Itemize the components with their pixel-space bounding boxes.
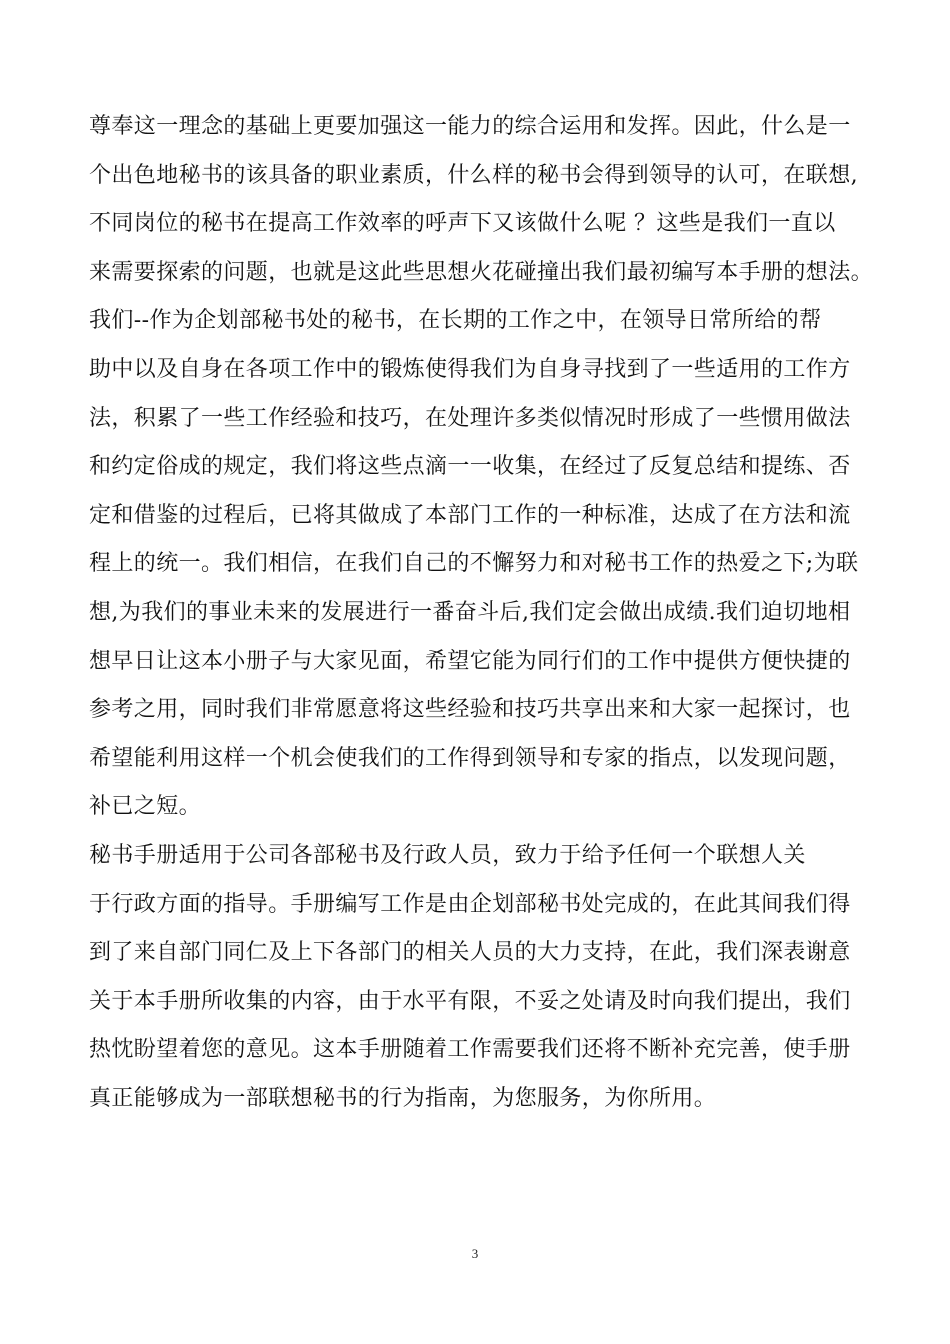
text-line: 秘书手册适用于公司各部秘书及行政人员，致力于给予任何一个联想人关 [89,842,806,868]
text-line: 热忱盼望着您的意见。这本手册随着工作需要我们还将不断补充完善，使手册 [89,1037,851,1063]
text-line: 尊奉这一理念的基础上更要加强这一能力的综合运用和发挥。因此，什么是一 [89,114,851,139]
text-line: 想早日让这本小册子与大家见面，希望它能为同行们的工作中提供方便快捷的 [89,648,851,674]
text-line: 来需要探索的问题，也就是这此些思想火花碰撞出我们最初编写本手册的想法。 [89,259,874,285]
text-line: 我们--作为企划部秘书处的秘书，在长期的工作之中，在领导日常所给的帮 [89,308,822,334]
text-line: 真正能够成为一部联想秘书的行为指南，为您服务，为你所用。 [89,1085,717,1111]
text-line: 定和借鉴的过程后，已将其做成了本部门工作的一种标准，达成了在方法和流 [89,502,851,528]
text-line: 想,为我们的事业未来的发展进行一番奋斗后,我们定会做出成绩.我们迫切地相 [89,599,851,625]
text-line: 程上的统一。我们相信，在我们自己的不懈努力和对秘书工作的热爱之下;为联 [89,551,859,577]
text-line: 补已之短。 [89,794,202,820]
text-line: 和约定俗成的规定，我们将这些点滴一一收集，在经过了反复总结和提练、否 [89,454,851,480]
text-line: 助中以及自身在各项工作中的锻炼使得我们为自身寻找到了一些适用的工作方 [89,356,851,382]
text-line: 到了来自部门同仁及上下各部门的相关人员的大力支持，在此，我们深表谢意 [89,940,851,966]
text-line: 于行政方面的指导。手册编写工作是由企划部秘书处完成的，在此其间我们得 [89,891,851,917]
text-line: 个出色地秘书的该具备的职业素质，什么样的秘书会得到领导的认可，在联想, [89,162,858,188]
text-line: 法，积累了一些工作经验和技巧，在处理许多类似情况时形成了一些惯用做法 [89,405,851,431]
page-number: 3 [471,1246,479,1261]
text-line: 不同岗位的秘书在提高工作效率的呼声下又该做什么呢 ？这些是我们一直以 [89,211,836,237]
text-line: 关于本手册所收集的内容，由于水平有限，不妥之处请及时向我们提出，我们 [89,988,851,1014]
body-text [89,103,874,1123]
text-line: 参考之用，同时我们非常愿意将这些经验和技巧共享出来和大家一起探讨，也 [89,697,851,723]
text-line: 希望能利用这样一个机会使我们的工作得到领导和专家的指点，以发现问题， [89,745,851,771]
